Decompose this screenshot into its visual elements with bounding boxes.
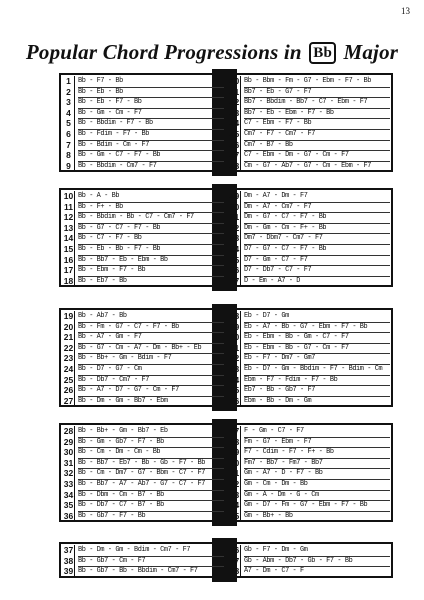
progression-row xyxy=(61,479,226,490)
progression-row xyxy=(227,212,392,223)
progression-section xyxy=(59,423,393,522)
progression-row xyxy=(227,353,392,364)
progression-row xyxy=(227,87,392,98)
progression-row xyxy=(227,500,392,511)
progression-chords: Bb - F+ - Bb xyxy=(78,202,224,214)
progression-chords: Bb - Gm - Gb7 - F7 - Bb xyxy=(78,437,224,449)
progression-section xyxy=(59,188,393,287)
progression-chords: Dm - A7 - Dm - F7 xyxy=(244,191,390,203)
progression-chords: Eb - Ebm - Bb - Gm - C7 - F7 xyxy=(244,332,390,344)
progression-number: 50 xyxy=(229,201,240,212)
progression-row xyxy=(227,426,392,437)
progression-chords: Bb - Dm - Gm - Bdim - Cm7 - F7 xyxy=(78,545,224,557)
progression-chords: Bb - A7 - Gm - F7 xyxy=(78,332,224,344)
progression-number: 32 xyxy=(63,468,74,479)
progression-number: 30 xyxy=(63,447,74,458)
progression-number: 47 xyxy=(229,150,240,161)
progression-chords: F7 - Cdim - F7 - F+ - Bb xyxy=(244,447,390,459)
progression-chords: Bb - A - Bb xyxy=(78,191,224,203)
progression-row xyxy=(61,458,226,469)
progression-number: 2 xyxy=(63,87,75,98)
progression-row xyxy=(61,150,226,161)
progression-chords: Eb7 - Bb - Gb7 - F7 xyxy=(244,385,390,397)
progression-column-left xyxy=(61,545,226,577)
page-title xyxy=(0,40,424,65)
progression-row xyxy=(61,233,226,244)
progression-row xyxy=(227,511,392,522)
progression-row xyxy=(61,396,226,407)
progression-row xyxy=(61,129,226,140)
progression-row xyxy=(61,468,226,479)
progression-number: 29 xyxy=(63,436,74,447)
progression-column-right xyxy=(227,76,392,171)
progression-chords: Bb - C7 - F7 - Bb xyxy=(78,233,224,245)
progression-row xyxy=(61,332,226,343)
progression-chords: Bb - Bb7 - Eb - Ebm - Bb xyxy=(78,255,224,267)
progression-number: 3 xyxy=(63,97,75,108)
progression-chords: Gm - D7 - Fm - G7 - Ebm - F7 - Bb xyxy=(244,500,390,512)
progression-row xyxy=(227,161,392,172)
progression-row xyxy=(61,322,226,333)
progression-row xyxy=(227,458,392,469)
progression-chords: Bb - Bbdim - F7 - Bb xyxy=(78,118,224,130)
progression-chords: Bb - Eb - Bb xyxy=(78,87,224,99)
progression-number: 23 xyxy=(63,353,74,364)
progression-row xyxy=(227,332,392,343)
progression-number: 76 xyxy=(229,545,240,555)
progression-number: 27 xyxy=(63,395,74,406)
progression-number: 21 xyxy=(63,332,74,343)
progression-row xyxy=(227,468,392,479)
progression-row xyxy=(61,244,226,255)
progression-row xyxy=(227,118,392,129)
progression-chords: Fm7 - Bb7 - Fm7 - Bb7 xyxy=(244,458,390,470)
progression-row xyxy=(61,566,226,577)
progression-number: 12 xyxy=(63,212,74,223)
progression-row xyxy=(227,364,392,375)
progression-number: 44 xyxy=(229,118,240,129)
progression-row xyxy=(61,108,226,119)
progression-chords: Bb - Gm - C7 - F7 - Bb xyxy=(78,150,224,162)
progression-number: 58 xyxy=(229,311,240,321)
progression-number: 7 xyxy=(63,140,75,151)
progression-number: 60 xyxy=(229,332,240,343)
progression-number: 51 xyxy=(229,212,240,223)
progression-row xyxy=(227,545,392,556)
progression-chords: Eb - Ebm - Bb - G7 - Cm - F7 xyxy=(244,343,390,355)
progression-chords: Bb7 - Eb - G7 - F7 xyxy=(244,87,390,99)
progression-number: 35 xyxy=(63,500,74,511)
progression-chords: Gb - F7 - Dm - Gm xyxy=(244,545,390,557)
progression-number: 56 xyxy=(229,265,240,276)
progression-row xyxy=(61,500,226,511)
page-number: 13 xyxy=(401,6,410,16)
progression-row xyxy=(61,118,226,129)
progression-number: 52 xyxy=(229,222,240,233)
progression-row xyxy=(227,150,392,161)
progression-chords: Eb - F7 - Dm7 - Gm7 xyxy=(244,353,390,365)
progression-row xyxy=(227,223,392,234)
progression-number: 69 xyxy=(229,447,240,458)
progression-row xyxy=(227,566,392,577)
progression-row xyxy=(227,276,392,287)
progression-number: 15 xyxy=(63,243,74,254)
progression-row xyxy=(61,276,226,287)
progression-number: 66 xyxy=(229,395,240,406)
progression-chords: Bb - Cm - Dm - Cm - Bb xyxy=(78,447,224,459)
progression-row xyxy=(227,108,392,119)
progression-row xyxy=(61,343,226,354)
progression-number: 68 xyxy=(229,436,240,447)
progression-chords: Bb - Bb+ - Gm - Bdim - F7 xyxy=(78,353,224,365)
progression-number: 42 xyxy=(229,97,240,108)
progression-chords: Eb - A7 - Bb - G7 - Ebm - F7 - Bb xyxy=(244,322,390,334)
progression-number: 53 xyxy=(229,233,240,244)
progression-number: 70 xyxy=(229,457,240,468)
progression-row xyxy=(227,385,392,396)
progression-number: 57 xyxy=(229,275,240,286)
progression-chords: Ebm - F7 - Fdim - F7 - Bb xyxy=(244,375,390,387)
progression-section xyxy=(59,542,393,578)
key-badge: Bb xyxy=(309,42,336,64)
progression-chords: Bb - Fm - G7 - C7 - F7 - Bb xyxy=(78,322,224,334)
progression-row xyxy=(61,265,226,276)
progression-number: 40 xyxy=(229,76,240,86)
progression-number: 74 xyxy=(229,500,240,511)
progression-row xyxy=(227,140,392,151)
progression-chords: Eb - D7 - Gm xyxy=(244,311,390,323)
progression-chords: Fm - G7 - Ebm - F7 xyxy=(244,437,390,449)
progression-chords: Ebm - Bb - Dm - Gm xyxy=(244,396,312,405)
progression-chords: Bb - Fdim - F7 - Bb xyxy=(78,129,224,141)
progression-row xyxy=(61,161,226,172)
progression-chords: D7 - Db7 - C7 - F7 xyxy=(244,265,390,277)
progression-row xyxy=(227,202,392,213)
progression-row xyxy=(227,396,392,407)
progression-chords: Bb7 - Eb - Ebm - F7 - Bb xyxy=(244,108,390,120)
progression-chords: A7 - Dm - C7 - F xyxy=(244,567,304,576)
progression-row xyxy=(61,437,226,448)
progression-number: 22 xyxy=(63,342,74,353)
progression-number: 59 xyxy=(229,321,240,332)
progression-number: 39 xyxy=(63,566,74,577)
progression-row xyxy=(227,255,392,266)
progression-chords: Bb - Gb7 - Bb - Bbdim - Cm7 - F7 xyxy=(78,567,198,576)
progression-chords: Bb - Gm - Cm - F7 xyxy=(78,108,224,120)
progression-section xyxy=(59,73,393,172)
progression-row xyxy=(227,191,392,202)
progression-chords: Cm - G7 - Ab7 - G7 - Cm - Ebm - F7 xyxy=(244,161,371,170)
progression-number: 13 xyxy=(63,222,74,233)
progression-column-right xyxy=(227,311,392,406)
progression-chords: C7 - Ebm - Dm - G7 - Cm - F7 xyxy=(244,150,390,162)
progression-chords: Dm - G7 - C7 - F7 - Bb xyxy=(244,212,390,224)
progression-number: 46 xyxy=(229,139,240,150)
progression-number: 72 xyxy=(229,478,240,489)
progression-chords: Cm7 - F7 - Cm7 - F7 xyxy=(244,129,390,141)
progression-section xyxy=(59,308,393,407)
progression-number: 25 xyxy=(63,374,74,385)
progression-number: 71 xyxy=(229,468,240,479)
progression-chords: Dm - A7 - Cm7 - F7 xyxy=(244,202,390,214)
progression-row xyxy=(61,140,226,151)
progression-number: 55 xyxy=(229,254,240,265)
progression-row xyxy=(61,76,226,87)
progression-row xyxy=(227,447,392,458)
progression-number: 20 xyxy=(63,321,74,332)
title-suffix: Major xyxy=(343,40,399,64)
progression-row xyxy=(61,556,226,567)
progression-chords: Gm - A7 - D - F7 - Bb xyxy=(244,468,390,480)
progression-row xyxy=(61,545,226,556)
progression-number: 17 xyxy=(63,265,74,276)
progression-row xyxy=(227,244,392,255)
progression-row xyxy=(227,375,392,386)
progression-chords: Gm - Bb+ - Bb xyxy=(244,511,293,520)
progression-chords: Cm7 - B7 - Bb xyxy=(244,140,390,152)
progression-row xyxy=(227,129,392,140)
progression-number: 45 xyxy=(229,128,240,139)
progression-column-left xyxy=(61,311,226,406)
progression-chords: Bb - G7 - Cm - A7 - Dm - Bb+ - Eb xyxy=(78,343,224,355)
progression-number: 77 xyxy=(229,555,240,566)
progression-chords: Bb - Bbm - Fm - G7 - Ebm - F7 - Bb xyxy=(244,76,390,88)
progression-number: 28 xyxy=(63,426,74,436)
progression-row xyxy=(61,447,226,458)
progression-chords: Bb - Ebm - F7 - Bb xyxy=(78,265,224,277)
progression-row xyxy=(61,255,226,266)
progression-number: 24 xyxy=(63,363,74,374)
progression-chords: Bb - Db7 - C7 - B7 - Bb xyxy=(78,500,224,512)
progression-number: 6 xyxy=(63,129,75,140)
progression-row xyxy=(227,479,392,490)
progression-row xyxy=(227,322,392,333)
progression-chords: C7 - Ebm - F7 - Bb xyxy=(244,118,390,130)
progression-number: 43 xyxy=(229,107,240,118)
progression-column-right xyxy=(227,426,392,521)
progression-column-left xyxy=(61,191,226,286)
progression-chords: Bb - Bb+ - Gm - Bb7 - Eb xyxy=(78,426,224,438)
progression-column-left xyxy=(61,76,226,171)
progression-number: 10 xyxy=(63,191,74,201)
progression-row xyxy=(61,490,226,501)
progression-chords: Bb - F7 - Bb xyxy=(78,76,224,88)
progression-row xyxy=(227,97,392,108)
progression-row xyxy=(61,97,226,108)
progression-chords: F - Gm - C7 - F7 xyxy=(244,426,390,438)
progression-number: 67 xyxy=(229,426,240,436)
progression-chords: Gb - Abm - Db7 - Gb - F7 - Bb xyxy=(244,556,390,568)
progression-number: 26 xyxy=(63,385,74,396)
progression-number: 19 xyxy=(63,311,74,321)
progression-chords: Bb - Dm - Gm - Bb7 - Ebm xyxy=(78,396,168,405)
progression-column-right xyxy=(227,191,392,286)
progression-chords: Bb - Bdim - Cm - F7 xyxy=(78,140,224,152)
progression-row xyxy=(61,223,226,234)
progression-row xyxy=(61,364,226,375)
progression-number: 49 xyxy=(229,191,240,201)
progression-number: 31 xyxy=(63,457,74,468)
progression-row xyxy=(61,311,226,322)
progression-number: 48 xyxy=(229,160,240,171)
progression-chords: Bb - Db7 - Cm7 - F7 xyxy=(78,375,224,387)
progression-row xyxy=(227,233,392,244)
progression-chords: Bb - A7 - D7 - G7 - Cm - F7 xyxy=(78,385,224,397)
progression-chords: Bb - Dbm - Cm - B7 - Bb xyxy=(78,490,224,502)
progression-number: 1 xyxy=(63,76,75,87)
progression-number: 75 xyxy=(229,510,240,521)
progression-chords: Gm - Cm - Dm - Bb xyxy=(244,479,390,491)
progression-number: 73 xyxy=(229,489,240,500)
progression-chords: Bb - Gb7 - Cm - F7 xyxy=(78,556,224,568)
progression-chords: D - Em - A7 - D xyxy=(244,276,301,285)
progression-chords: D7 - Gm - C7 - F7 xyxy=(244,255,390,267)
progression-number: 64 xyxy=(229,374,240,385)
progression-chords: Bb - Eb - F7 - Bb xyxy=(78,97,224,109)
progression-number: 41 xyxy=(229,86,240,97)
progression-row xyxy=(227,437,392,448)
progression-row xyxy=(61,353,226,364)
progression-chords: Bb7 - Bbdim - Bb7 - C7 - Ebm - F7 xyxy=(244,97,390,109)
progression-chords: Bb - Ab7 - Bb xyxy=(78,311,224,323)
progression-number: 14 xyxy=(63,233,74,244)
progression-row xyxy=(61,202,226,213)
progression-number: 78 xyxy=(229,566,240,577)
progression-row xyxy=(61,87,226,98)
progression-number: 33 xyxy=(63,478,74,489)
progression-row xyxy=(61,511,226,522)
progression-number: 18 xyxy=(63,275,74,286)
progression-number: 8 xyxy=(63,150,75,161)
progression-row xyxy=(227,265,392,276)
progression-row xyxy=(227,556,392,567)
title-prefix: Popular Chord Progressions in xyxy=(25,40,302,64)
progression-column-right xyxy=(227,545,392,577)
progression-chords: Bb - Bb7 - Eb7 - Bb - Gb - F7 - Bb xyxy=(78,458,224,470)
progression-number: 37 xyxy=(63,545,74,555)
progression-chords: Bb - Bb7 - A7 - Ab7 - G7 - C7 - F7 xyxy=(78,479,224,491)
progression-number: 63 xyxy=(229,363,240,374)
progression-number: 62 xyxy=(229,353,240,364)
progression-number: 38 xyxy=(63,555,74,566)
progression-chords: Bb - Gb7 - F7 - Bb xyxy=(78,511,146,520)
progression-number: 61 xyxy=(229,342,240,353)
progression-row xyxy=(61,212,226,223)
progression-row xyxy=(61,385,226,396)
progression-row xyxy=(227,311,392,322)
progression-row xyxy=(227,76,392,87)
progression-chords: Bb - D7 - G7 - Cm xyxy=(78,364,224,376)
progression-row xyxy=(227,343,392,354)
progression-number: 11 xyxy=(64,201,73,212)
progression-chords: Dm7 - Dbm7 - Cm7 - F7 xyxy=(244,233,390,245)
progression-row xyxy=(61,426,226,437)
progression-chords: Bb - Cm - Dm7 - G7 - Bbm - C7 - F7 xyxy=(78,468,224,480)
progression-number: 54 xyxy=(229,243,240,254)
progression-chords: Eb - D7 - Gm - Bbdim - F7 - Bdim - Cm xyxy=(244,364,390,376)
progression-chords: Gm - A - Dm - G - Cm xyxy=(244,490,390,502)
progression-chords: Dm - Gm - Cm - F+ - Bb xyxy=(244,223,390,235)
progression-chords: Bb - G7 - C7 - F7 - Bb xyxy=(78,223,224,235)
progression-number: 9 xyxy=(63,161,75,172)
progression-number: 4 xyxy=(63,108,75,119)
progression-number: 16 xyxy=(63,254,74,265)
progression-chords: Bb - Eb7 - Bb xyxy=(78,276,127,285)
progression-chords: Bb - Bbdim - Bb - C7 - Cm7 - F7 xyxy=(78,212,224,224)
progression-number: 36 xyxy=(63,510,74,521)
progression-row xyxy=(61,375,226,386)
progression-column-left xyxy=(61,426,226,521)
progression-number: 5 xyxy=(63,118,75,129)
progression-number: 34 xyxy=(63,489,74,500)
progression-chords: D7 - G7 - C7 - F7 - Bb xyxy=(244,244,390,256)
progression-chords: Bb - Bbdim - Cm7 - F7 xyxy=(78,161,157,170)
progression-row xyxy=(227,490,392,501)
progression-chords: Bb - Eb - Bb - F7 - Bb xyxy=(78,244,224,256)
progression-number: 65 xyxy=(229,385,240,396)
progression-row xyxy=(61,191,226,202)
